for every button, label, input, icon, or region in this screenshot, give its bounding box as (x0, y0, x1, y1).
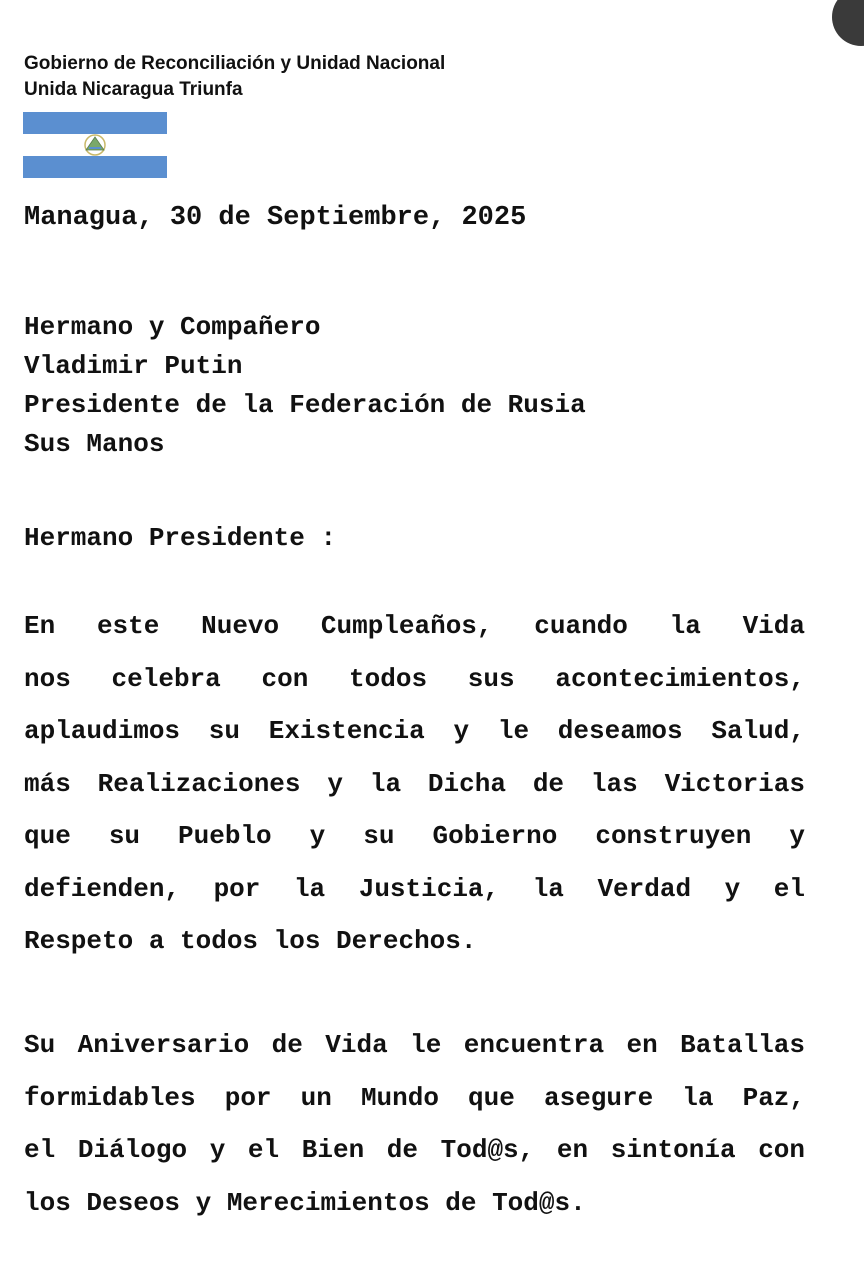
paragraph-line: nos celebra con todos sus acontecimientos, (24, 663, 805, 694)
body-paragraph-1 (24, 600, 805, 968)
paragraph-line: más Realizaciones y la Dicha de las Victorias (24, 768, 805, 799)
body-paragraph-2 (24, 1019, 805, 1229)
recipient-line: Sus Manos (24, 429, 165, 459)
paragraph-line: aplaudimos su Existencia y le deseamos Salud, (24, 716, 805, 746)
salutation: Hermano Presidente : (24, 523, 337, 553)
paragraph-line: defienden, por la Justicia, la Verdad y el (24, 873, 805, 904)
recipient-block (24, 308, 586, 464)
letter-date: Managua, 30 de Septiembre, 2025 (24, 203, 527, 233)
paragraph-line: el Diálogo y el Bien de Tod@s, en sintonía con (24, 1135, 805, 1165)
paragraph-line: los Deseos y Merecimientos de Tod@s. (24, 1187, 586, 1218)
recipient-line: Presidente de la Federación de Rusia (24, 390, 586, 420)
letterhead (24, 51, 445, 103)
recipient-line: Vladimir Putin (24, 351, 243, 381)
paragraph-line: formidables por un Mundo que asegure la Paz, (24, 1082, 805, 1113)
nicaragua-flag-icon (23, 112, 167, 178)
recipient-line: Hermano y Compañero (24, 312, 321, 342)
corner-button-icon[interactable] (832, 0, 864, 46)
paragraph-line: que su Pueblo y su Gobierno construyen y (24, 821, 805, 851)
paragraph-line: Su Aniversario de Vida le encuentra en Batallas (24, 1030, 805, 1060)
paragraph-line: Respeto a todos los Derechos. (24, 926, 477, 956)
paragraph-line: En este Nuevo Cumpleaños, cuando la Vida (24, 611, 805, 641)
letterhead-line-government: Gobierno de Reconciliación y Unidad Nacional (24, 53, 446, 74)
letterhead-line-slogan: Unida Nicaragua Triunfa (24, 79, 243, 100)
